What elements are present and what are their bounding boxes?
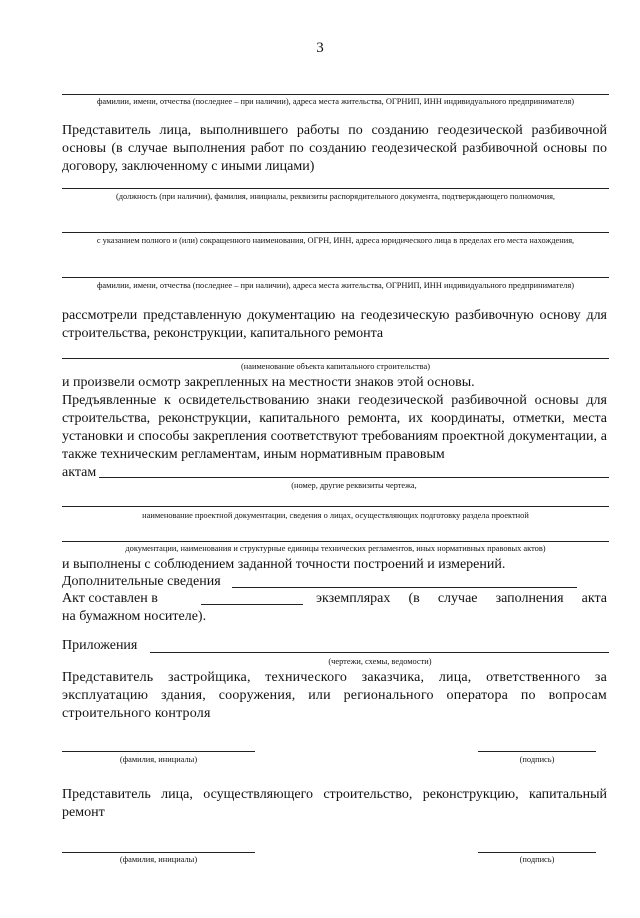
para-builder: Представитель лица, осуществляющего строительство, реконструкцию, капитальный ремонт (62, 787, 607, 820)
sig-sign-1: (подпись) (519, 755, 555, 764)
sig-name-1: (фамилия, инициалы) (119, 755, 198, 764)
note-project-docs: наименование проектной документации, сведения о лицах, осуществляющих подготовку раздела проектной (142, 511, 529, 520)
fill-line (62, 541, 609, 542)
fill-line (99, 477, 609, 478)
para-developer: Представитель застройщика, технического заказчика, лица, ответственного за эксплуатацию здания, сооружения, или регионального оператора по вопросам строительного контроля (62, 670, 607, 721)
fill-line (62, 358, 609, 359)
sig-sign-2: (подпись) (519, 855, 555, 864)
acts-word: актам (62, 465, 97, 480)
para-reviewed: рассмотрели представленную документацию на геодезическую разбивочную основу для строительства, реконструкции, капитального ремонта (62, 308, 607, 341)
act-made-paper: на бумажном носителе). (62, 609, 207, 624)
para-accuracy: и выполнены с соблюдением заданной точности построений и измерений. (62, 557, 506, 572)
note-documentation: документации, наименования и структурные единицы технических регламентов, иных нормативных правовых актов) (125, 544, 546, 553)
sig-name-2: (фамилия, инициалы) (119, 855, 198, 864)
note-object: (наименование объекта капитального строительства) (241, 362, 430, 371)
note-fio-2: фамилии, имени, отчества (последнее – при наличии), адреса места жительства, ОГРНИП, ИНН индивидуального предпринимателя) (96, 281, 575, 290)
copies-count-field[interactable] (201, 604, 303, 605)
para-presented: Предъявленные к освидетельствованию знаки геодезической разбивочной основы для строительства, реконструкции, капитального ремонта, их координаты, отметки, места установки и способы закрепления соответствуют требованиям проектной документации, а также техническим регламентам, иным нормативным правовым (62, 393, 607, 462)
attachments-field[interactable] (150, 652, 609, 653)
act-made-label: Акт составлен в (62, 591, 158, 606)
para-inspected: и произвели осмотр закрепленных на местности знаков этой основы. (62, 375, 475, 390)
fill-line (62, 277, 609, 278)
signature-name-line[interactable] (62, 852, 255, 853)
para-rep-works: Представитель лица, выполнившего работы по созданию геодезической разбивочной основы (в случае выполнения работ по созданию геодезической разбивочной основы по договору, заключенному с иными лицами) (62, 123, 607, 174)
signature-line[interactable] (478, 852, 596, 853)
note-drawing: (номер, другие реквизиты чертежа, (291, 481, 417, 490)
note-attachments: (чертежи, схемы, ведомости) (328, 657, 432, 666)
extra-info-field[interactable] (232, 587, 577, 588)
act-made-tail: экземплярах (в случае заполнения акта (316, 591, 607, 606)
page-number: 3 (316, 40, 324, 56)
fill-line (62, 94, 609, 95)
note-fio-1: фамилии, имени, отчества (последнее – при наличии), адреса места жительства, ОГРНИП, ИНН индивидуального предпринимателя) (96, 97, 575, 106)
attachments-label: Приложения (62, 638, 138, 653)
note-legal: с указанием полного и (или) сокращенного наименования, ОГРН, ИНН, адреса юридического лица в пределах его места нахождения, (96, 236, 575, 245)
extra-info-label: Дополнительные сведения (62, 574, 221, 589)
signature-line[interactable] (478, 751, 596, 752)
note-position: (должность (при наличии), фамилия, инициалы, реквизиты распорядительного документа, подтверждающего полномочия, (115, 192, 556, 201)
fill-line (62, 232, 609, 233)
fill-line (62, 506, 609, 507)
signature-name-line[interactable] (62, 751, 255, 752)
fill-line (62, 188, 609, 189)
